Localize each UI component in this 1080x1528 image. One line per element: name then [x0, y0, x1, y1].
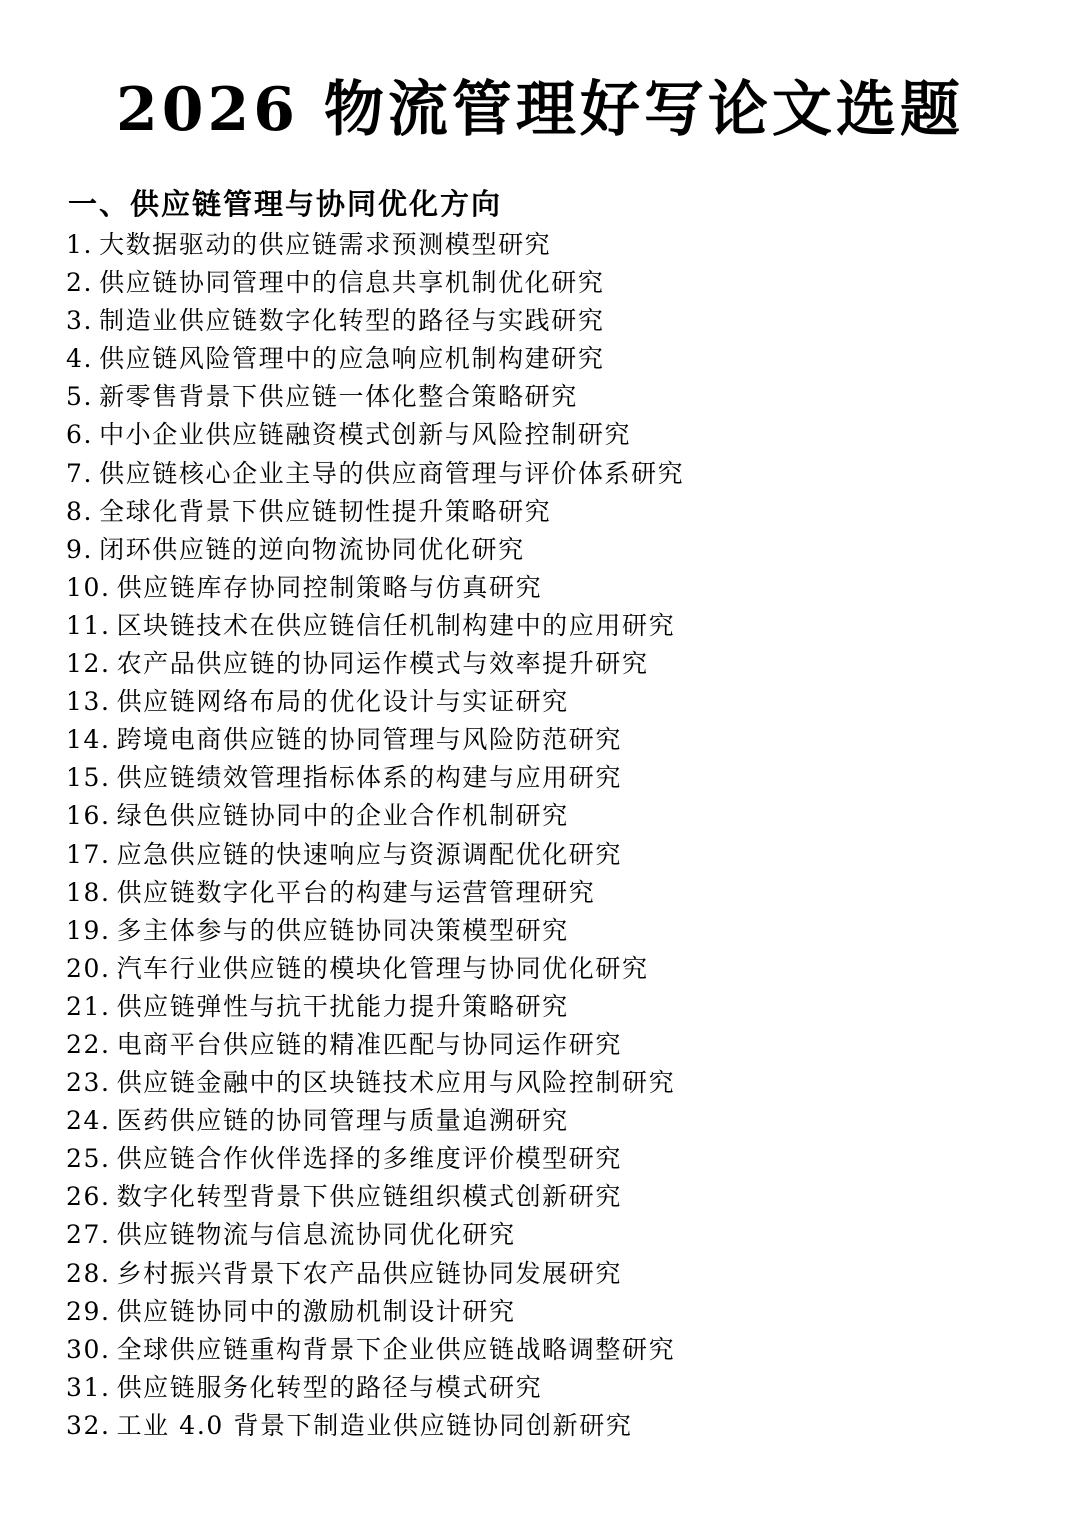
topic-item	[66, 569, 684, 607]
topic-number: 20.	[66, 953, 111, 983]
topic-text: 全球化背景下供应链韧性提升策略研究	[99, 496, 552, 526]
topic-item	[66, 1216, 684, 1254]
topic-text: 供应链物流与信息流协同优化研究	[116, 1220, 516, 1250]
topic-text: 跨境电商供应链的协同管理与风险防范研究	[116, 725, 622, 755]
topic-item	[66, 950, 684, 988]
topic-text: 供应链核心企业主导的供应商管理与评价体系研究	[99, 458, 685, 488]
topic-text: 区块链技术在供应链信任机制构建中的应用研究	[116, 610, 676, 640]
topic-item	[66, 1407, 684, 1445]
topic-text: 工业 4.0 背景下制造业供应链协同创新研究	[116, 1410, 633, 1440]
topic-item	[66, 1369, 684, 1407]
topic-number: 27.	[66, 1220, 111, 1250]
topic-text: 新零售背景下供应链一体化整合策略研究	[99, 382, 578, 412]
topic-number: 6.	[66, 420, 94, 450]
topic-text: 制造业供应链数字化转型的路径与实践研究	[99, 306, 605, 336]
topic-text: 供应链协同管理中的信息共享机制优化研究	[99, 268, 605, 298]
topic-number: 28.	[66, 1258, 111, 1288]
topic-item	[66, 912, 684, 950]
topic-number: 9.	[66, 534, 94, 564]
topic-text: 供应链金融中的区块链技术应用与风险控制研究	[116, 1068, 676, 1098]
topic-number: 26.	[66, 1182, 111, 1212]
document-title: 2026 物流管理好写论文选题	[116, 75, 964, 145]
topic-item	[66, 1064, 684, 1102]
topic-item	[66, 1293, 684, 1331]
topic-item	[66, 607, 684, 645]
topic-text: 供应链服务化转型的路径与模式研究	[116, 1372, 543, 1402]
topic-item	[66, 988, 684, 1026]
topic-number: 4.	[66, 344, 94, 374]
topic-text: 应急供应链的快速响应与资源调配优化研究	[116, 839, 622, 869]
topic-number: 15.	[66, 763, 111, 793]
topic-item	[66, 264, 684, 302]
topic-item	[66, 759, 684, 797]
topic-text: 数字化转型背景下供应链组织模式创新研究	[116, 1182, 622, 1212]
topic-item	[66, 1178, 684, 1216]
section-heading: 一、供应链管理与协同优化方向	[68, 187, 503, 221]
topic-text: 农产品供应链的协同运作模式与效率提升研究	[116, 649, 649, 679]
topic-item	[66, 302, 684, 340]
topic-item	[66, 1255, 684, 1293]
topic-number: 2.	[66, 268, 94, 298]
topic-item	[66, 226, 684, 264]
topic-number: 29.	[66, 1296, 111, 1326]
topic-number: 11.	[66, 610, 111, 640]
topic-text: 全球供应链重构背景下企业供应链战略调整研究	[116, 1334, 676, 1364]
topic-number: 5.	[66, 382, 94, 412]
topic-number: 16.	[66, 801, 111, 831]
topic-item	[66, 645, 684, 683]
topic-item	[66, 1140, 684, 1178]
topic-item	[66, 1102, 684, 1140]
topic-text: 多主体参与的供应链协同决策模型研究	[116, 915, 569, 945]
topic-number: 22.	[66, 1029, 111, 1059]
topic-text: 汽车行业供应链的模块化管理与协同优化研究	[116, 953, 649, 983]
topic-text: 中小企业供应链融资模式创新与风险控制研究	[99, 420, 632, 450]
topic-number: 30.	[66, 1334, 111, 1364]
topic-item	[66, 797, 684, 835]
topic-number: 8.	[66, 496, 94, 526]
topic-text: 电商平台供应链的精准匹配与协同运作研究	[116, 1029, 622, 1059]
topic-text: 医药供应链的协同管理与质量追溯研究	[116, 1106, 569, 1136]
topic-text: 供应链协同中的激励机制设计研究	[116, 1296, 516, 1326]
topic-number: 19.	[66, 915, 111, 945]
topic-number: 32.	[66, 1410, 111, 1440]
topic-text: 供应链绩效管理指标体系的构建与应用研究	[116, 763, 622, 793]
topic-item	[66, 531, 684, 569]
topic-number: 1.	[66, 230, 94, 259]
topic-number: 25.	[66, 1144, 111, 1174]
topic-text: 绿色供应链协同中的企业合作机制研究	[116, 801, 569, 831]
topic-number: 21.	[66, 991, 111, 1021]
topic-number: 12.	[66, 649, 111, 679]
topic-number: 17.	[66, 839, 111, 869]
topic-item	[66, 340, 684, 378]
topic-text: 供应链弹性与抗干扰能力提升策略研究	[116, 991, 569, 1021]
topic-item	[66, 378, 684, 416]
topic-item	[66, 1026, 684, 1064]
topic-item	[66, 683, 684, 721]
topic-text: 大数据驱动的供应链需求预测模型研究	[99, 230, 552, 259]
topic-item	[66, 836, 684, 874]
topic-item	[66, 455, 684, 493]
topic-text: 供应链网络布局的优化设计与实证研究	[116, 687, 569, 717]
topic-item	[66, 493, 684, 531]
topic-number: 13.	[66, 687, 111, 717]
topic-number: 23.	[66, 1068, 111, 1098]
topic-item	[66, 874, 684, 912]
topic-text: 乡村振兴背景下农产品供应链协同发展研究	[116, 1258, 622, 1288]
topic-item	[66, 416, 684, 454]
topic-number: 3.	[66, 306, 94, 336]
topic-number: 18.	[66, 877, 111, 907]
topic-number: 7.	[66, 458, 94, 488]
topic-item	[66, 721, 684, 759]
topic-item	[66, 1331, 684, 1369]
topic-text: 供应链库存协同控制策略与仿真研究	[116, 572, 543, 602]
topic-number: 31.	[66, 1372, 111, 1402]
topic-text: 供应链合作伙伴选择的多维度评价模型研究	[116, 1144, 622, 1174]
topic-number: 10.	[66, 572, 111, 602]
topic-text: 闭环供应链的逆向物流协同优化研究	[99, 534, 525, 564]
topic-list	[66, 226, 684, 1445]
topic-text: 供应链风险管理中的应急响应机制构建研究	[99, 344, 605, 374]
topic-number: 24.	[66, 1106, 111, 1136]
topic-text: 供应链数字化平台的构建与运营管理研究	[116, 877, 596, 907]
topic-number: 14.	[66, 725, 111, 755]
